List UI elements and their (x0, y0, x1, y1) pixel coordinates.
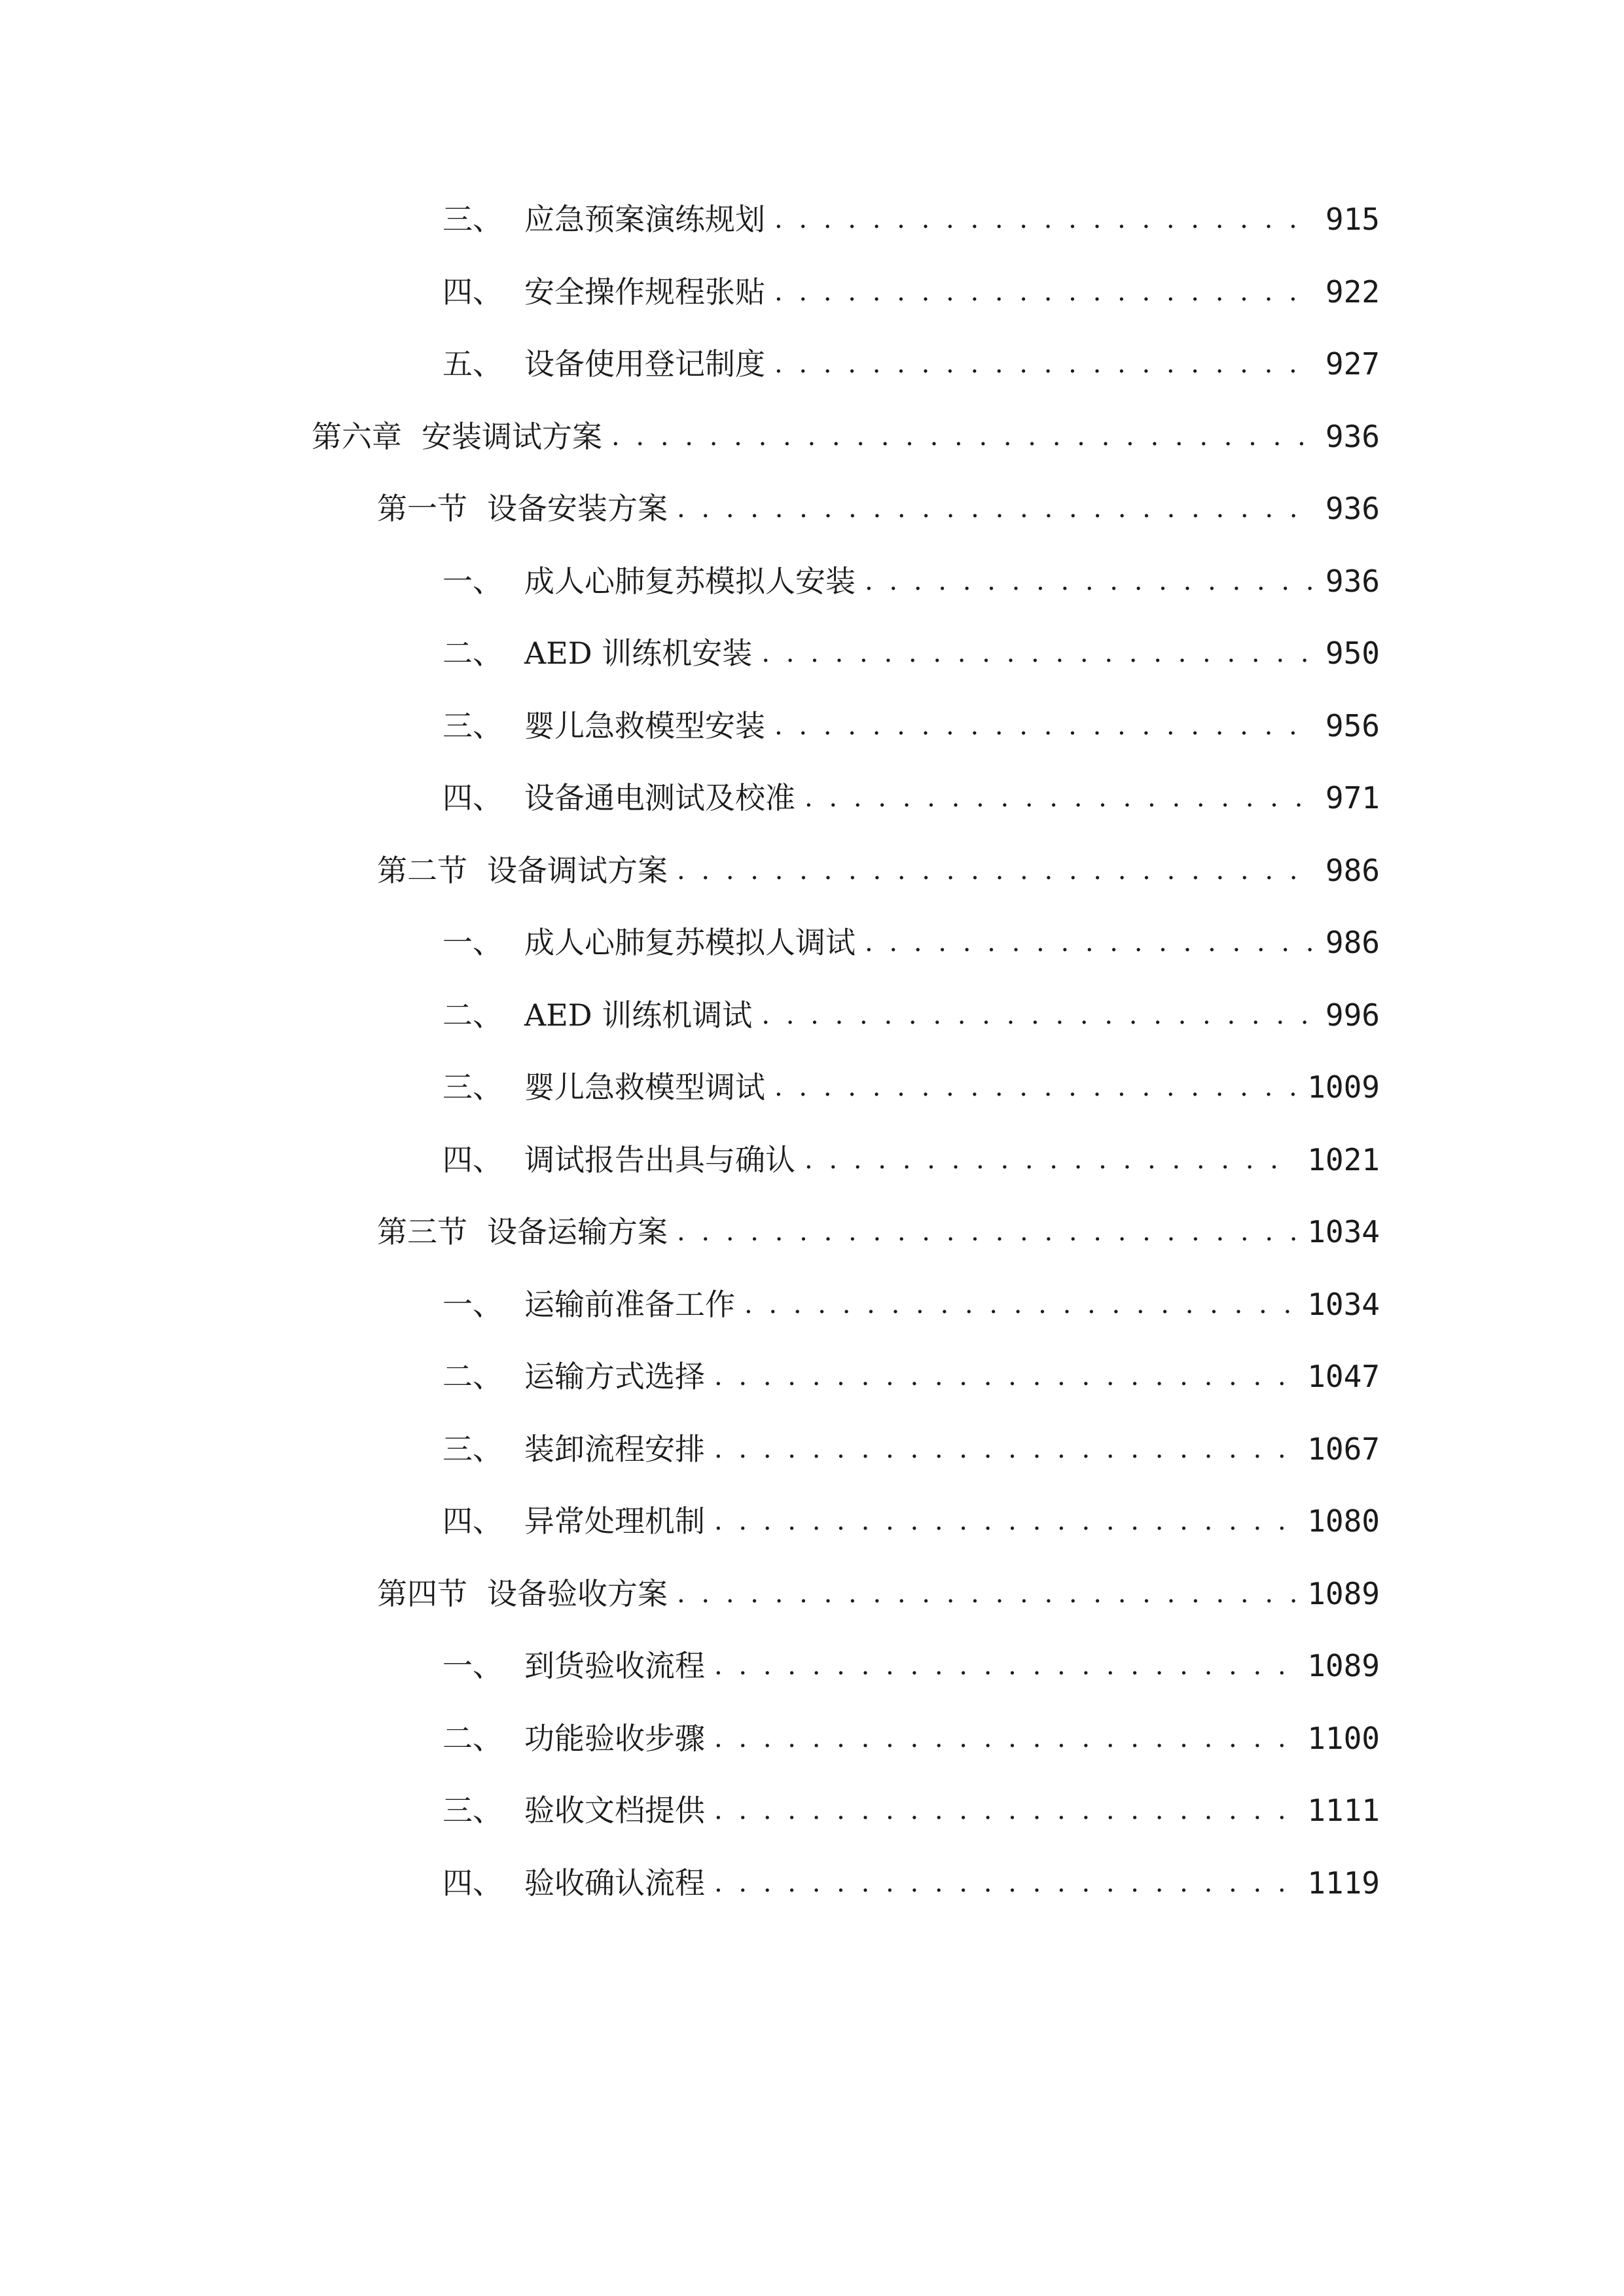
toc-entry-title: 装卸流程安排 (524, 1431, 705, 1467)
dot-leader (677, 1568, 1295, 1620)
toc-entry-number: 第四节 (377, 1575, 467, 1611)
toc-entry-item[interactable] (442, 338, 1380, 390)
toc-entry-number: 一、 (442, 1286, 503, 1322)
toc-entry-page-number: 1034 (1307, 1286, 1380, 1322)
toc-entry-page-number: 936 (1325, 563, 1380, 599)
toc-entry-page-number: 1067 (1307, 1431, 1380, 1467)
toc-entry-number: 四、 (442, 274, 503, 310)
toc-entry-item[interactable] (442, 1784, 1380, 1837)
dot-leader (677, 1206, 1295, 1258)
toc-entry-number: 第一节 (377, 491, 467, 526)
toc-entry-number: 二、 (442, 997, 503, 1033)
toc-entry-chapter[interactable] (312, 410, 1380, 463)
dot-leader (714, 1857, 1295, 1909)
dot-leader (714, 1350, 1295, 1403)
toc-entry-section[interactable] (377, 844, 1380, 897)
toc-entry-page-number: 1119 (1307, 1865, 1380, 1901)
toc-entry-title: 功能验收步骤 (524, 1720, 705, 1756)
toc-entry-page-number: 936 (1325, 491, 1380, 526)
dot-leader (744, 1278, 1295, 1331)
toc-entry-title: AED 训练机调试 (524, 997, 753, 1033)
toc-entry-title: 婴儿急救模型安装 (524, 708, 765, 744)
toc-entry-section[interactable] (377, 482, 1380, 535)
toc-entry-page-number: 915 (1325, 202, 1380, 237)
toc-entry-title: 设备通电测试及校准 (524, 780, 795, 816)
toc-entry-page-number: 1034 (1307, 1214, 1380, 1249)
toc-entry-title: 婴儿急救模型调试 (524, 1069, 765, 1105)
toc-entry-page-number: 1111 (1307, 1793, 1380, 1828)
toc-entry-title: 运输方式选择 (524, 1359, 705, 1394)
toc-entry-item[interactable] (442, 1423, 1380, 1475)
toc-entry-page-number: 996 (1325, 997, 1380, 1033)
toc-entry-title: 设备安装方案 (487, 491, 668, 526)
toc-entry-number: 三、 (442, 1793, 503, 1828)
toc-entry-item[interactable] (442, 916, 1380, 969)
dot-leader (774, 338, 1314, 390)
toc-entry-page-number: 1080 (1307, 1503, 1380, 1539)
toc-entry-title: 运输前准备工作 (524, 1286, 735, 1322)
toc-entry-page-number: 986 (1325, 852, 1380, 888)
toc-entry-title: 设备验收方案 (487, 1575, 668, 1611)
toc-entry-number: 四、 (442, 1141, 503, 1177)
toc-entry-page-number: 936 (1325, 418, 1380, 454)
toc-entry-section[interactable] (377, 1568, 1380, 1620)
toc-entry-number: 四、 (442, 780, 503, 816)
toc-entry-page-number: 1089 (1307, 1648, 1380, 1683)
toc-entry-title: 异常处理机制 (524, 1503, 705, 1539)
dot-leader (677, 844, 1314, 897)
toc-entry-number: 五、 (442, 346, 503, 382)
toc-entry-title: 成人心肺复苏模拟人调试 (524, 925, 856, 960)
toc-entry-page-number: 1047 (1307, 1359, 1380, 1394)
toc-entry-number: 第六章 (312, 418, 402, 454)
toc-entry-item[interactable] (442, 1134, 1380, 1186)
toc-entry-number: 一、 (442, 563, 503, 599)
toc-entry-item[interactable] (442, 1640, 1380, 1692)
toc-entry-item[interactable] (442, 1495, 1380, 1547)
toc-entry-title: 到货验收流程 (524, 1648, 705, 1683)
toc-entry-number: 三、 (442, 202, 503, 237)
dot-leader (804, 1134, 1295, 1186)
toc-entry-item[interactable] (442, 1061, 1380, 1113)
toc-entry-number: 三、 (442, 1431, 503, 1467)
dot-leader (774, 700, 1314, 752)
dot-leader (761, 989, 1314, 1041)
dot-leader (865, 916, 1314, 969)
dot-leader (774, 1061, 1295, 1113)
toc-entry-title: 应急预案演练规划 (524, 202, 765, 237)
toc-entry-item[interactable] (442, 1857, 1380, 1909)
toc-entry-title: 设备调试方案 (487, 852, 668, 888)
toc-entry-title: 验收确认流程 (524, 1865, 705, 1901)
dot-leader (761, 627, 1314, 679)
toc-entry-number: 三、 (442, 708, 503, 744)
toc-entry-item[interactable] (442, 989, 1380, 1041)
dot-leader (865, 555, 1314, 607)
toc-entry-item[interactable] (442, 700, 1380, 752)
toc-entry-page-number: 1089 (1307, 1575, 1380, 1611)
toc-entry-number: 四、 (442, 1865, 503, 1901)
toc-entry-item[interactable] (442, 772, 1380, 824)
toc-entry-title: 调试报告出具与确认 (524, 1141, 795, 1177)
toc-entry-number: 二、 (442, 1359, 503, 1394)
toc-entry-item[interactable] (442, 193, 1380, 245)
toc-entry-page-number: 1100 (1307, 1720, 1380, 1756)
toc-entry-page-number: 1009 (1307, 1069, 1380, 1105)
dot-leader (611, 410, 1314, 463)
dot-leader (804, 772, 1314, 824)
toc-entry-item[interactable] (442, 1712, 1380, 1765)
toc-entry-section[interactable] (377, 1206, 1380, 1258)
toc-entry-title: AED 训练机安装 (524, 636, 753, 671)
toc-entry-page-number: 950 (1325, 636, 1380, 671)
dot-leader (714, 1712, 1295, 1765)
dot-leader (677, 482, 1314, 535)
toc-entry-number: 一、 (442, 925, 503, 960)
toc-entry-title: 设备运输方案 (487, 1214, 668, 1249)
toc-entry-title: 安全操作规程张贴 (524, 274, 765, 310)
toc-entry-number: 二、 (442, 1720, 503, 1756)
toc-entry-number: 三、 (442, 1069, 503, 1105)
toc-entry-page-number: 956 (1325, 708, 1380, 744)
toc-entry-item[interactable] (442, 266, 1380, 318)
toc-entry-item[interactable] (442, 555, 1380, 607)
toc-entry-title: 验收文档提供 (524, 1793, 705, 1828)
toc-entry-title: 安装调试方案 (422, 418, 602, 454)
toc-entry-page-number: 986 (1325, 925, 1380, 960)
dot-leader (714, 1423, 1295, 1475)
toc-entry-page-number: 922 (1325, 274, 1380, 310)
toc-entry-page-number: 927 (1325, 346, 1380, 382)
toc-entry-number: 四、 (442, 1503, 503, 1539)
toc-entry-item[interactable] (442, 1350, 1380, 1403)
toc-entry-number: 第二节 (377, 852, 467, 888)
dot-leader (714, 1784, 1295, 1837)
toc-entry-page-number: 971 (1325, 780, 1380, 816)
toc-entry-page-number: 1021 (1307, 1141, 1380, 1177)
toc-entry-number: 二、 (442, 636, 503, 671)
dot-leader (714, 1495, 1295, 1547)
toc-entry-number: 一、 (442, 1648, 503, 1683)
dot-leader (714, 1640, 1295, 1692)
toc-entry-title: 设备使用登记制度 (524, 346, 765, 382)
dot-leader (774, 266, 1314, 318)
toc-entry-item[interactable] (442, 1278, 1380, 1331)
toc-entry-number: 第三节 (377, 1214, 467, 1249)
toc-entry-item[interactable] (442, 627, 1380, 679)
toc-entry-title: 成人心肺复苏模拟人安装 (524, 563, 856, 599)
dot-leader (774, 193, 1314, 245)
